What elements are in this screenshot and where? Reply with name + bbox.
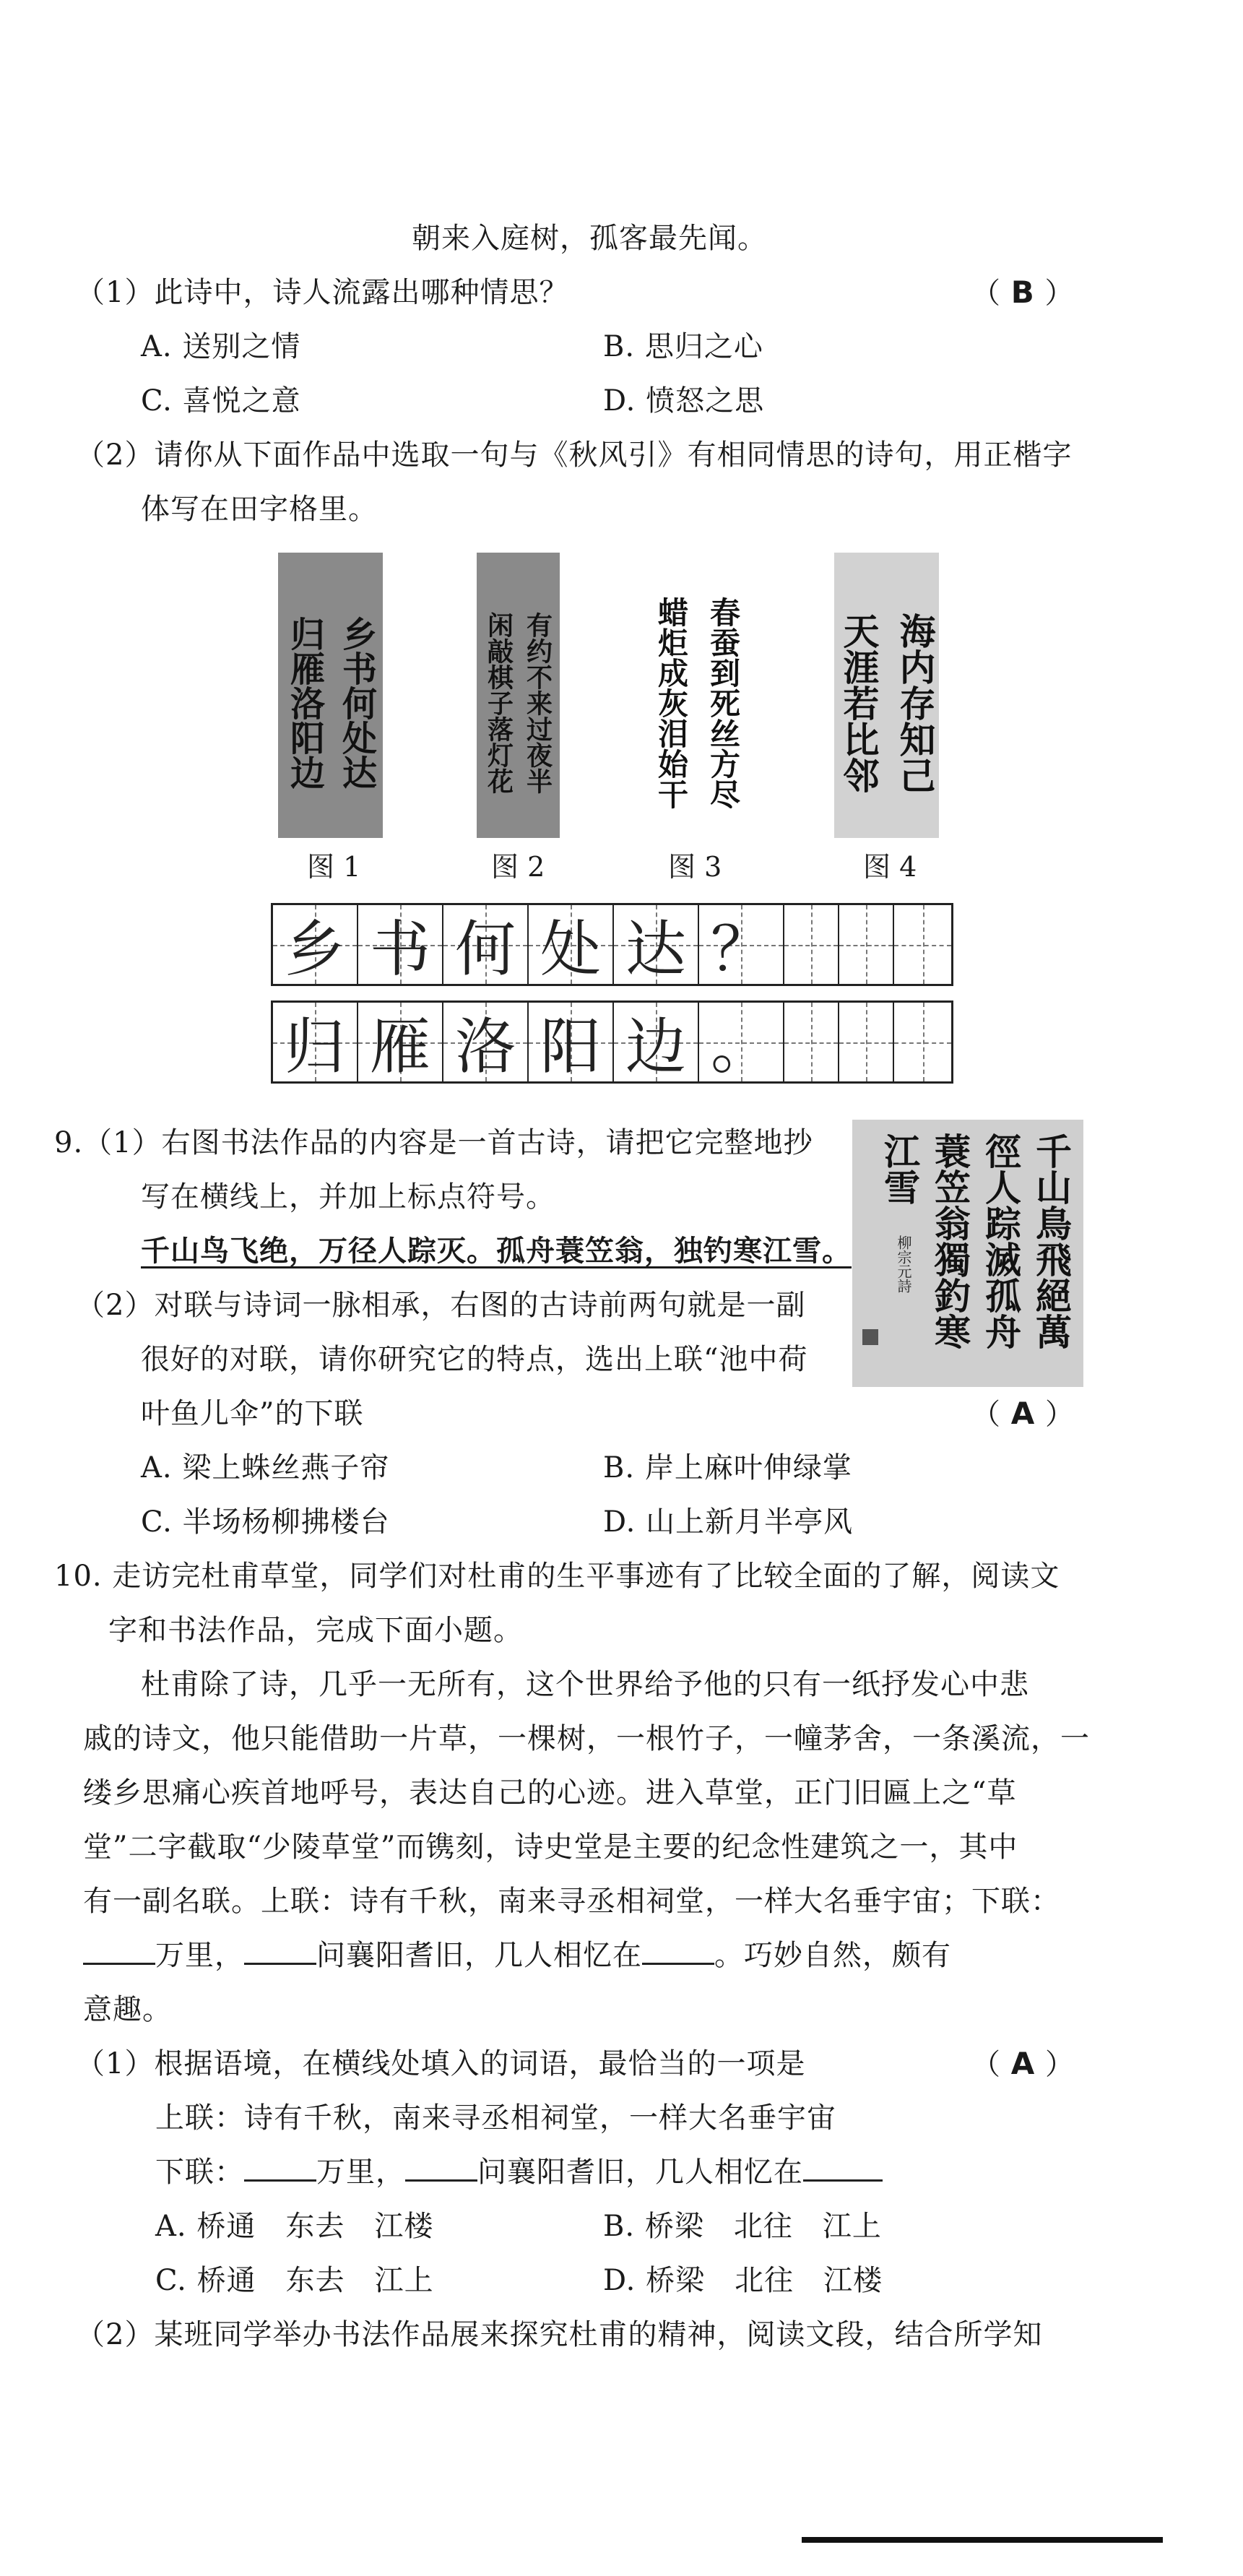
q9-callig-col4: 江雪: [878, 1133, 921, 1205]
q9-2-option-c: C. 半场杨柳拂楼台: [141, 1505, 390, 1539]
q9-2-option-d: D. 山上新月半亭风: [603, 1505, 854, 1539]
grid-cell[interactable]: 边: [614, 1003, 699, 1081]
grid-cell[interactable]: 阳: [529, 1003, 614, 1081]
blank-line[interactable]: [83, 1934, 155, 1965]
fig3-left-col: 蜡炬成灰泪始干: [654, 596, 689, 809]
q10-1-option-a: A. 桥通 东去 江楼: [155, 2210, 434, 2243]
grid-cell[interactable]: 处: [529, 905, 614, 984]
q8-1-answer-paren: （ B ）: [971, 275, 1075, 310]
grid-cell[interactable]: [839, 905, 894, 984]
q9-1-answer: 千山鸟飞绝，万径人踪灭。孤舟蓑笠翁，独钓寒江雪。: [141, 1234, 852, 1268]
q10-1-stem: （1）根据语境，在横线处填入的词语，最恰当的一项是: [76, 2047, 806, 2080]
q9-callig-signature: 柳宗元詩: [895, 1235, 912, 1293]
fig4-label: 图 4: [863, 851, 917, 883]
fig2-right-col: 有约不来过夜半: [522, 611, 553, 794]
writing-grid-row2: [271, 1000, 953, 1084]
grid-cell[interactable]: [784, 1003, 839, 1081]
blank-line[interactable]: [405, 2151, 477, 2182]
q9-2-answer: A: [1010, 1396, 1036, 1431]
q9-2-option-b: B. 岸上麻叶伸绿掌: [603, 1451, 852, 1484]
q10-1-lower: 下联： 万里， 问襄阳耆旧，几人相忆在: [155, 2151, 883, 2194]
q9-2-line2: 很好的对联，请你研究它的特点，选出上联“池中荷: [141, 1343, 808, 1376]
q10-1-option-b: B. 桥梁 北往 江上: [603, 2210, 882, 2243]
q10-line2: 字和书法作品，完成下面小题。: [108, 1614, 523, 1647]
q8-1-option-d: D. 愤怒之思: [603, 384, 765, 418]
grid-cell[interactable]: [839, 1003, 894, 1081]
grid-cell[interactable]: 乡: [273, 905, 358, 984]
blank-line[interactable]: [244, 1934, 316, 1965]
fig3-right-col: 春蚕到死丝方尽: [706, 596, 741, 809]
calligraphy-fig1: [278, 553, 383, 838]
q8-2-stem-line1: （2）请你从下面作品中选取一句与《秋风引》有相同情思的诗句，用正楷字: [76, 438, 1073, 472]
grid-cell[interactable]: ？: [699, 905, 784, 984]
q10-1-option-c: C. 桥通 东去 江上: [155, 2264, 434, 2297]
q10-1-answer-paren: （ A ）: [971, 2046, 1075, 2081]
q9-2-answer-paren: （ A ）: [971, 1396, 1075, 1431]
q10-passage-line4: 堂”二字截取“少陵草堂”而镌刻，诗史堂是主要的纪念性建筑之一，其中: [83, 1831, 1018, 1864]
q9-callig-seal: [862, 1329, 878, 1345]
grid-cell[interactable]: 达: [614, 905, 699, 984]
q8-2-stem-line2: 体写在田字格里。: [141, 493, 378, 526]
q10-line1: 10. 走访完杜甫草堂，同学们对杜甫的生平事迹有了比较全面的了解，阅读文: [54, 1560, 1060, 1593]
q10-1-option-d: D. 桥梁 北往 江楼: [603, 2264, 883, 2297]
fig2-left-col: 闲敲棋子落灯花: [483, 611, 514, 794]
q8-1-option-a: A. 送别之情: [141, 330, 301, 363]
q10-1-answer: A: [1010, 2046, 1036, 2081]
fig3-label: 图 3: [668, 851, 722, 883]
grid-cell[interactable]: 雁: [358, 1003, 443, 1081]
fig1-right-col: 乡书何处达: [336, 615, 377, 790]
q8-1-stem: （1）此诗中，诗人流露出哪种情思？: [76, 276, 569, 309]
blank-line[interactable]: [803, 2151, 883, 2182]
q10-passage-line5: 有一副名联。上联：诗有千秋，南来寻丞相祠堂，一样大名垂宇宙；下联：: [83, 1885, 1060, 1918]
q8-1-option-b: B. 思归之心: [603, 330, 763, 363]
bottom-rule: [802, 2537, 1163, 2543]
fig1-label: 图 1: [307, 851, 361, 883]
fig2-label: 图 2: [491, 851, 545, 883]
q10-passage-line2: 戚的诗文，他只能借助一片草，一棵树，一根竹子，一幢茅舍，一条溪流，一: [83, 1722, 1090, 1755]
writing-grid-row1: [271, 903, 953, 986]
blank-line[interactable]: [244, 2151, 316, 2182]
grid-cell[interactable]: 洛: [443, 1003, 529, 1081]
q8-1-option-c: C. 喜悦之意: [141, 384, 301, 418]
grid-cell[interactable]: [894, 905, 951, 984]
q9-callig-col1: 千山鳥飛絕萬: [1030, 1133, 1073, 1349]
blank-line[interactable]: [642, 1934, 714, 1965]
calligraphy-fig4: [834, 553, 939, 838]
q10-passage-line3: 缕乡思痛心疾首地呼号，表达自己的心迹。进入草堂，正门旧匾上之“草: [83, 1776, 1017, 1810]
q9-callig-col3: 蓑笠翁獨釣寒: [929, 1133, 971, 1349]
q9-2-line3: 叶鱼儿伞”的下联: [141, 1397, 364, 1430]
q9-2-line1: （2）对联与诗词一脉相承，右图的古诗前两句就是一副: [76, 1289, 806, 1322]
poem-last-line: 朝来入庭树，孤客最先闻。: [412, 222, 767, 255]
q10-passage-end: 意趣。: [83, 1993, 172, 2026]
grid-cell[interactable]: [784, 905, 839, 984]
calligraphy-fig2: [477, 553, 560, 838]
grid-cell[interactable]: 何: [443, 905, 529, 984]
q10-2-stem: （2）某班同学举办书法作品展来探究杜甫的精神，阅读文段，结合所学知: [76, 2318, 1043, 2351]
q9-1-line1: 9.（1）右图书法作品的内容是一首古诗，请把它完整地抄: [54, 1126, 813, 1159]
grid-cell[interactable]: [894, 1003, 951, 1081]
calligraphy-fig3: [639, 553, 755, 838]
fig4-right-col: 海内存知己: [893, 612, 937, 793]
q9-calligraphy-image: [852, 1120, 1083, 1387]
q10-passage-line6: 万里， 问襄阳耆旧，几人相忆在 。巧妙自然，颇有: [83, 1934, 951, 1977]
grid-cell[interactable]: 归: [273, 1003, 358, 1081]
grid-cell[interactable]: 书: [358, 905, 443, 984]
q10-1-upper: 上联：诗有千秋，南来寻丞相祠堂，一样大名垂宇宙: [155, 2101, 836, 2135]
q9-2-option-a: A. 梁上蛛丝燕子帘: [141, 1451, 390, 1484]
q10-passage-line1: 杜甫除了诗，几乎一无所有，这个世界给予他的只有一纸抒发心中悲: [141, 1668, 1029, 1701]
fig1-left-col: 归雁洛阳边: [284, 615, 325, 790]
q9-1-line2: 写在横线上，并加上标点符号。: [141, 1180, 555, 1214]
fig4-left-col: 天涯若比邻: [837, 612, 880, 793]
q8-1-answer: B: [1010, 275, 1035, 310]
grid-cell[interactable]: 。: [699, 1003, 784, 1081]
q9-callig-col2: 徑人踪滅孤舟: [979, 1133, 1022, 1349]
